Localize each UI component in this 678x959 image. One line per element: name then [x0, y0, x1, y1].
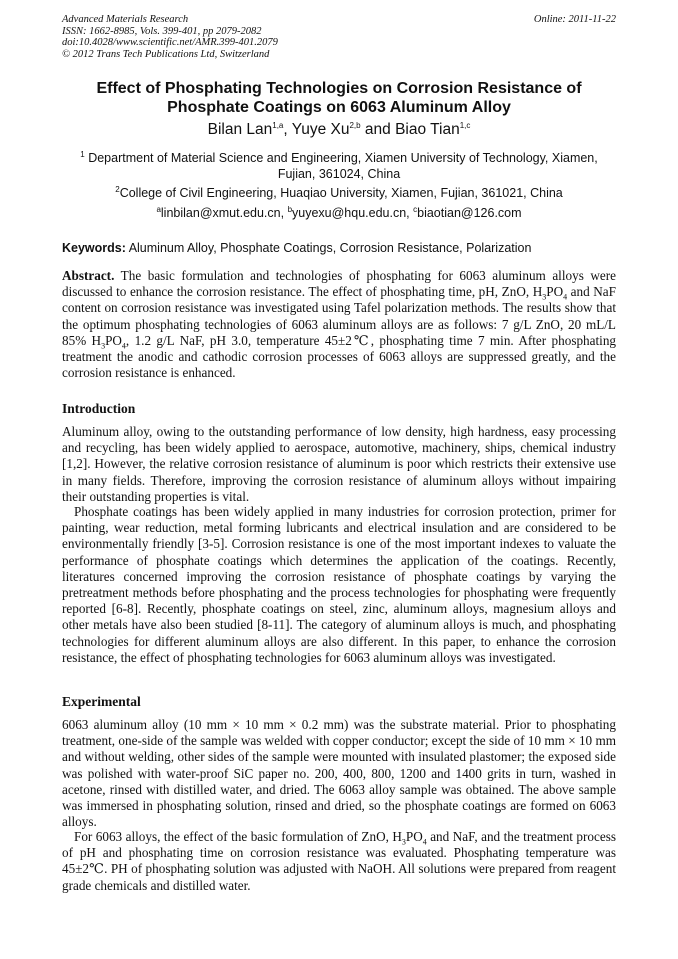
author-name: Biao Tian [395, 121, 460, 138]
author-affiliation-mark: 1,a [272, 120, 284, 130]
affiliation-text: College of Civil Engineering, Huaqiao University, Xiamen, Fujian, 361021, China [119, 186, 563, 200]
subscript: 3 [101, 341, 106, 351]
abstract-text: and NaF content on corrosion resistance was investigated using Tafel polarization methods. The results show that the optimum phosphating technologies of 6063 aluminum alloys are as follows: 7 g/L ZnO, 20 mL/L 85% H [62, 284, 616, 348]
abstract-text: PO [105, 332, 122, 348]
affiliation-text: Department of Material Science and Engineering, Xiamen University of Technology, Xiamen, Fujian, 361024, China [88, 151, 598, 181]
experimental-paragraph-2 [62, 829, 616, 894]
author-affiliation-mark: 2,b [349, 120, 361, 130]
introduction-paragraph-1: Aluminum alloy, owing to the outstanding performance of low density, high hardness, easy processing and recycling, has been widely applied to aerospace, automotive, machinery, ships, chemical industry [1,2]. However, the relative corrosion resistance of aluminum is poor which restricts their extensive use in many fields. Therefore, improving the corrosion resistance of aluminum alloys without impairing their outstanding properties is vital. [62, 424, 616, 504]
affiliation-mark: 1 [80, 149, 85, 159]
email-link: biaotian@126.com [417, 206, 522, 220]
journal-header [62, 14, 616, 60]
affiliation-mark: 2 [115, 184, 120, 194]
abstract-text: The basic formulation and technologies of phosphating for 6063 aluminum alloys were discussed to enhance the corrosion resistance. The effect of phosphating time, pH, ZnO, H [62, 268, 616, 300]
doi-line: doi:10.4028/www.scientific.net/AMR.399-401.2079 [62, 37, 278, 48]
author-emails [40, 206, 638, 220]
author-list [40, 121, 638, 139]
experimental-paragraph-1: 6063 aluminum alloy (10 mm × 10 mm × 0.2 mm) was the substrate material. Prior to phosphating treatment, one-side of the sample was welded with copper conductor; except the side of 10 mm × 10 mm and without welding, other sides of the sample were mounted with insulated plastomer; the exposed side was polished with water-proof SiC paper no. 200, 400, 800, 1200 and 1400 grits in turn, washed in acetone, rinsed with distilled water, and dried. The 6063 alloy sample was obtained. The above sample was immersed in phosphating solution, rinsed and dried, so the phosphate coatings are formed on 6063 alloys. [62, 717, 616, 830]
abstract [62, 268, 616, 381]
author-affiliation-mark: 1,c [459, 120, 471, 130]
subscript: 3 [542, 292, 547, 302]
keywords [62, 241, 618, 255]
subscript: 4 [563, 292, 568, 302]
title-line-2: Phosphate Coatings on 6063 Aluminum Alloy [167, 99, 511, 116]
affiliation-1 [66, 150, 612, 182]
copyright-line: © 2012 Trans Tech Publications Ltd, Switzerland [62, 48, 270, 60]
email-mark: a [156, 204, 161, 214]
subscript: 4 [422, 837, 427, 847]
abstract-text: , 1.2 g/L NaF, pH 3.0, temperature 45±2℃, phosphating time 7 min. After phosphating treatment the anodic and cathodic corrosion processes of 6063 alloys are suppressed greatly, and the corrosion resistance is enhanced. [62, 332, 617, 381]
subscript: 4 [121, 341, 126, 351]
email-mark: b [287, 204, 293, 214]
abstract-label: Abstract. [62, 268, 115, 283]
introduction-heading: Introduction [62, 401, 136, 416]
subscript: 3 [401, 837, 406, 847]
paper-title [40, 79, 638, 117]
title-line-1: Effect of Phosphating Technologies on Corrosion Resistance of [96, 80, 582, 97]
experimental-heading: Experimental [62, 694, 141, 709]
paragraph-text: For 6063 alloys, the effect of the basic formulation of ZnO, H [74, 829, 402, 844]
keywords-text: Aluminum Alloy, Phosphate Coatings, Corrosion Resistance, Polarization [125, 241, 532, 255]
email-link: linbilan@xmut.edu.cn, [160, 206, 288, 220]
author-name: Yuye Xu [291, 121, 350, 138]
abstract-text: PO [546, 284, 564, 300]
keywords-label: Keywords: [62, 241, 126, 255]
issn-line: ISSN: 1662-8985, Vols. 399-401, pp 2079-2082 [62, 25, 262, 37]
paragraph-text: and NaF, and the treatment process of pH and phosphating time on corrosion resistance was evaluated. Phosphating temperature was 45±2℃. PH of phosphating solution was adjusted with NaOH. All solutions were prepared from reagent grade chemicals and distilled water. [62, 829, 616, 893]
email-link: yuyexu@hqu.edu.cn, [292, 206, 414, 220]
online-date: Online: 2011-11-22 [533, 14, 616, 25]
affiliation-2 [40, 186, 638, 200]
journal-name: Advanced Materials Research [62, 14, 189, 25]
email-mark: c [413, 204, 418, 214]
paragraph-text: PO [405, 829, 423, 844]
author-name: Bilan Lan [207, 121, 273, 138]
introduction-paragraph-2: Phosphate coatings has been widely applied in many industries for corrosion protection, primer for painting, wear reduction, metal forming lubricants and electrical insulation and are considered to be environmentally friendly [3-5]. Corrosion resistance is one of the most important indexes to valuate the performance of phosphate coatings which determines the application of the coatings. Recently, literatures concerned improving the corrosion resistance of phosphate coatings by varying the pretreatment methods before phosphating and the process technologies for phosphating were frequently reported [6-8]. Recently, phosphate coatings on steel, zinc, aluminum alloys, magnesium alloys and other metals have also been studied [8-11]. The category of aluminum alloys is much, and phosphating technologies for different aluminum alloys are also different. In this paper, to enhance the corrosion resistance, the effect of phosphating technologies for 6063 aluminum alloys was investigated. [62, 504, 616, 665]
author-separator: , [283, 121, 292, 138]
author-separator: and [360, 121, 396, 138]
